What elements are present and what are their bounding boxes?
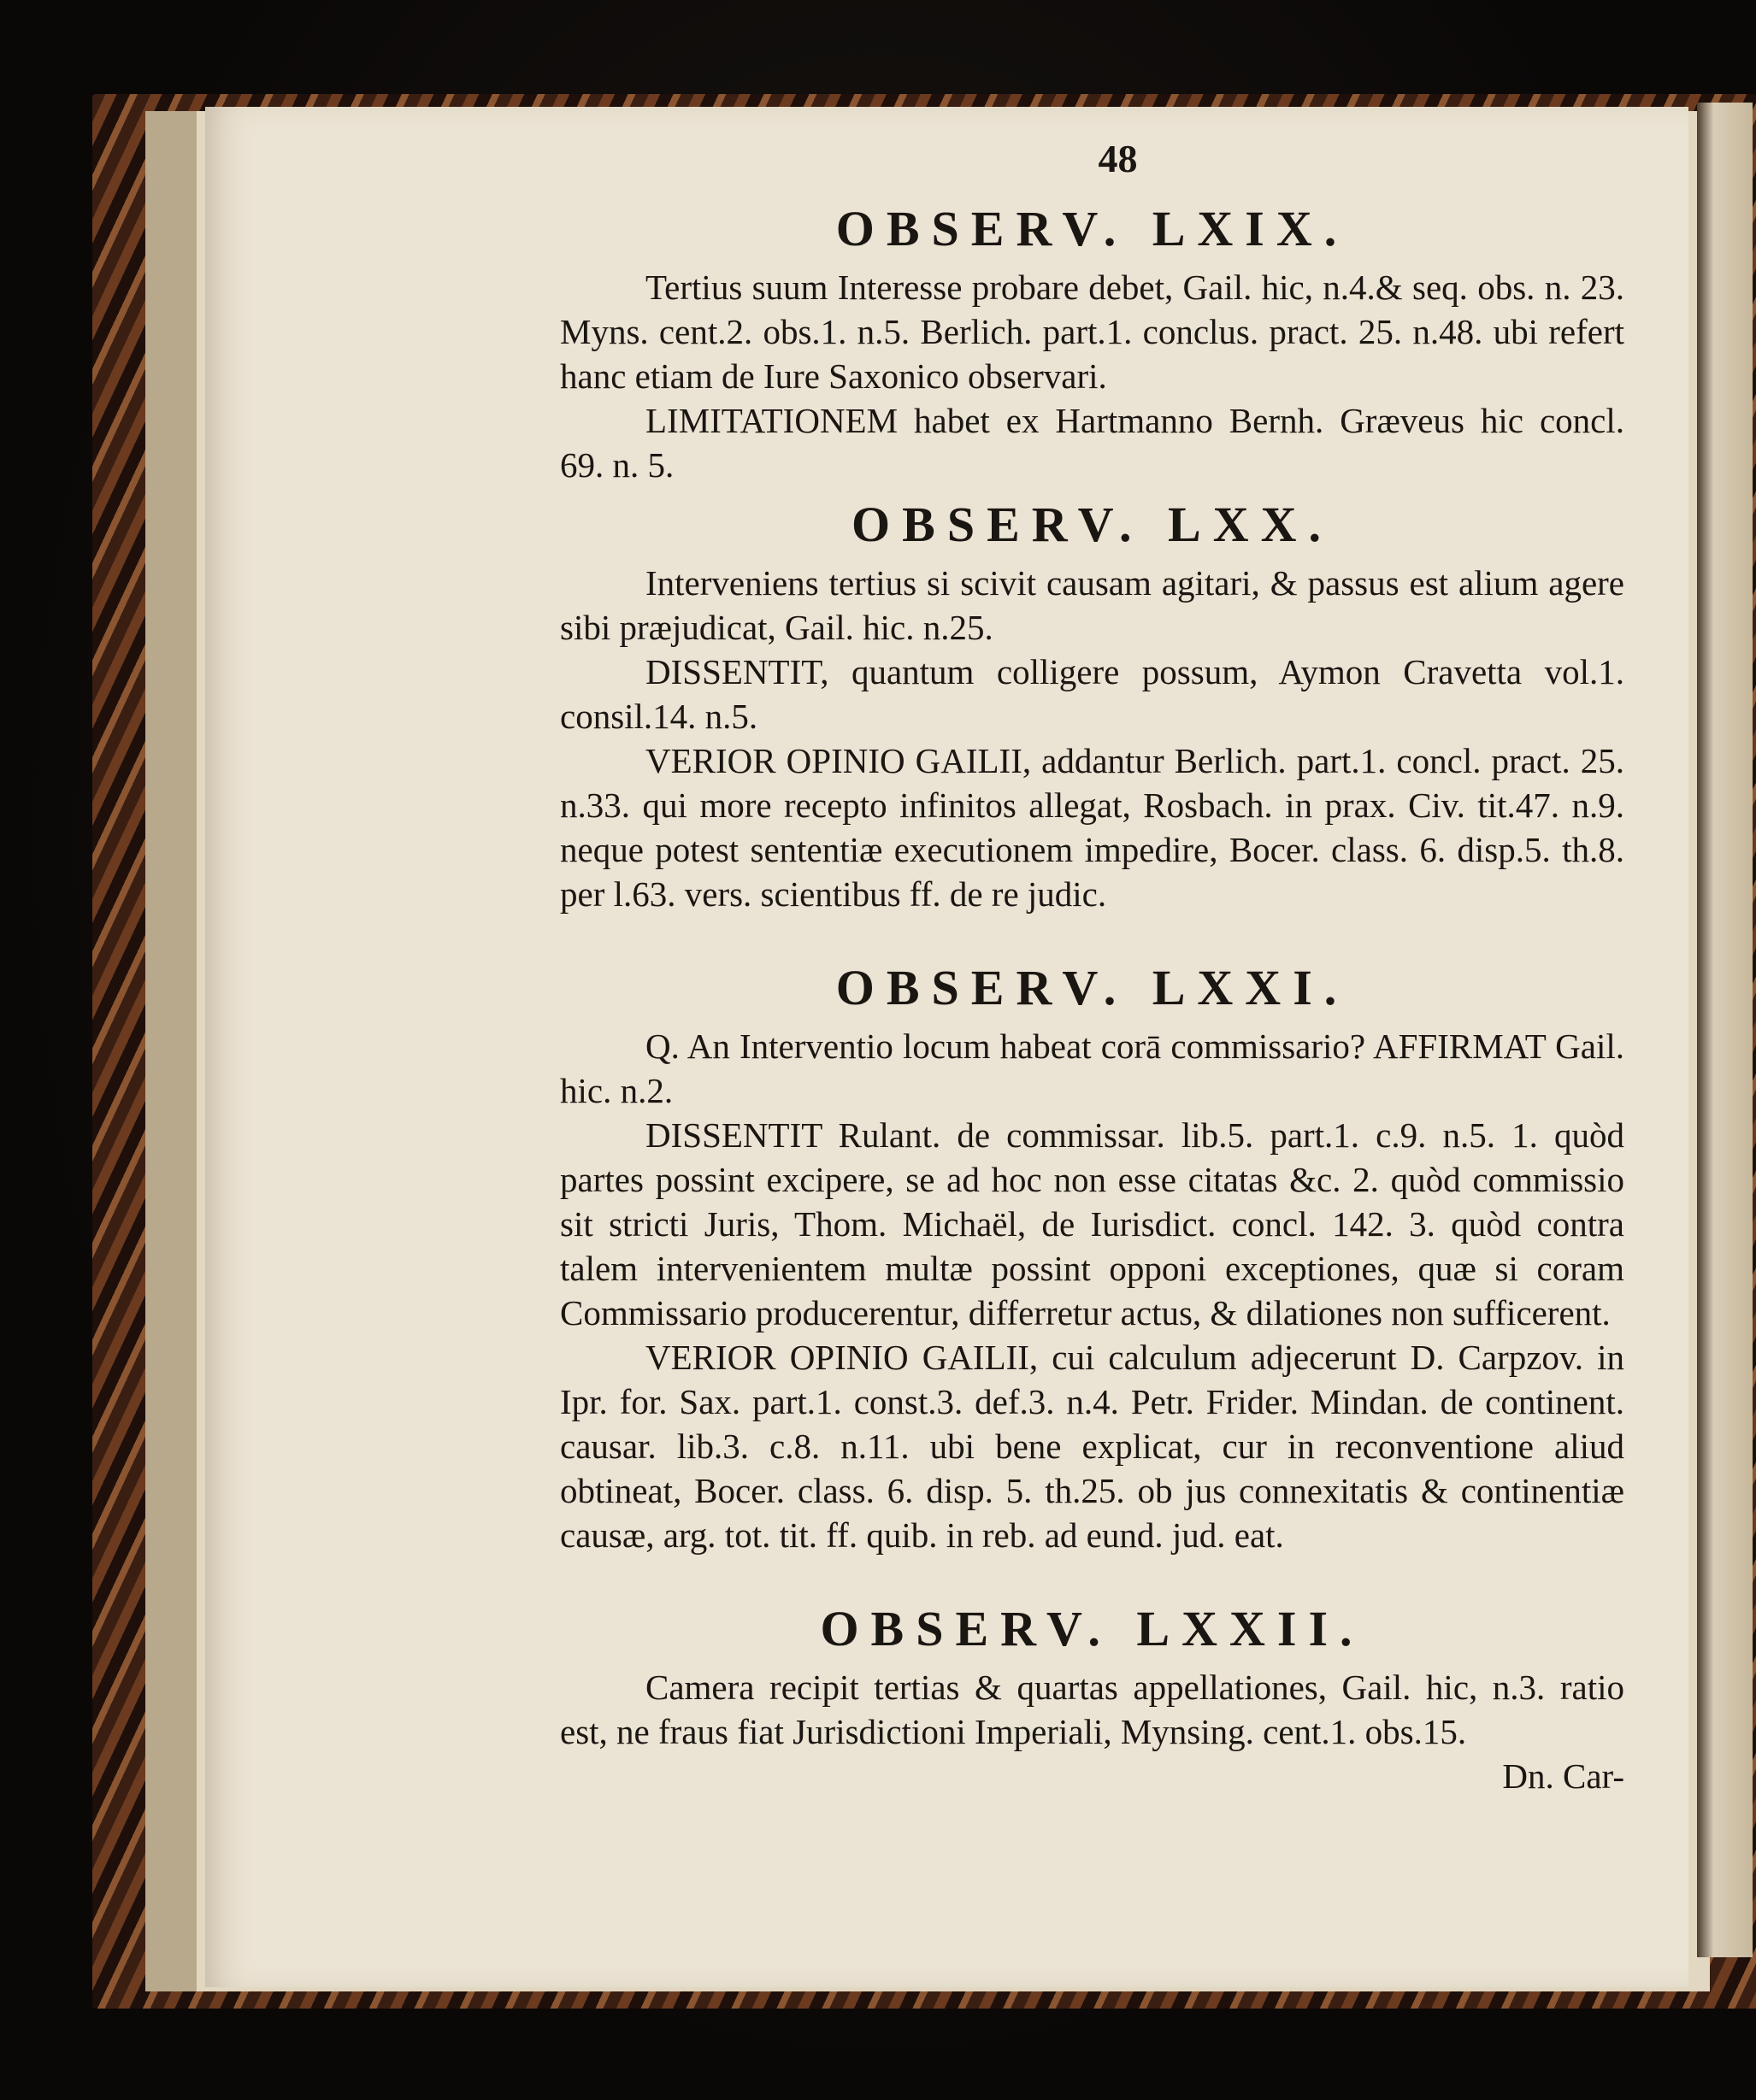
paragraph: VERIOR OPINIO GAILII, cui calculum adjecerunt D. Carpzov. in Ipr. for. Sax. part.1. const.3. def.3. n.4. Petr. Frider. Mindan. de continent. causar. lib.3. c.8. n.11. ubi bene explicat, cur in reconventione aliud obtineat, Bocer. class. 6. disp. 5. th.25. ob jus connexitatis & continentiæ causæ, arg. tot. tit. ff. quib. in reb. ad eund. jud. eat. xyxy=(560,1338,1624,1555)
paragraph: Camera recipit tertias & quartas appellationes, Gail. hic, n.3. ratio est, ne fraus fiat Jurisdictioni Imperiali, Mynsing. cent.1. obs.15. xyxy=(560,1668,1624,1751)
paragraph: DISSENTIT Rulant. de commissar. lib.5. part.1. c.9. n.5. 1. quòd partes possint excipere, se ad hoc non esse citatas &c. 2. quòd commissio sit stricti Juris, Thom. Michaël, de Iurisdict. concl. 142. 3. quòd contra talem intervenientem multæ possint opponi exceptiones, quæ si coram Commissario producerentur, differretur actus, & dilationes non sufficerent. xyxy=(560,1115,1624,1332)
section-heading-lxix: OBSERV. LXIX. xyxy=(835,201,1349,256)
spacer xyxy=(560,916,1624,950)
paragraph: Tertius suum Interesse probare debet, Gail. hic, n.4.& seq. obs. n. 23. Myns. cent.2. obs.1. n.5. Berlich. part.1. conclus. pract. 25. n.48. ubi refert hanc etiam de Iure Saxonico observari. xyxy=(560,268,1624,396)
facing-page-edge xyxy=(1697,103,1753,1957)
paragraph: Q. An Interventio locum habeat corā commissario? AFFIRMAT Gail. hic. n.2. xyxy=(560,1026,1624,1110)
page-text xyxy=(560,137,1624,1798)
catchword: Dn. Car- xyxy=(1502,1756,1624,1796)
section-heading-lxxii: OBSERV. LXXII. xyxy=(820,1601,1364,1656)
section-heading-lxxi: OBSERV. LXXI. xyxy=(835,960,1349,1015)
paragraph: Interveniens tertius si scivit causam agitari, & passus est alium agere sibi præjudicat, Gail. hic. n.25. xyxy=(560,563,1624,647)
spacer xyxy=(560,1557,1624,1591)
paragraph: VERIOR OPINIO GAILII, addantur Berlich. part.1. concl. pract. 25. n.33. qui more recepto infinitos allegat, Rosbach. in prax. Civ. tit.47. n.9. neque potest sententiæ executionem impedire, Bocer. class. 6. disp.5. th.8. per l.63. vers. scientibus ff. de re judic. xyxy=(560,741,1624,914)
paragraph: DISSENTIT, quantum colligere possum, Aymon Cravetta vol.1. consil.14. n.5. xyxy=(560,652,1624,736)
paragraph: LIMITATIONEM habet ex Hartmanno Bernh. Græveus hic concl. 69. n. 5. xyxy=(560,401,1624,485)
page-number: 48 xyxy=(1098,137,1138,180)
section-heading-lxx: OBSERV. LXX. xyxy=(851,497,1333,552)
